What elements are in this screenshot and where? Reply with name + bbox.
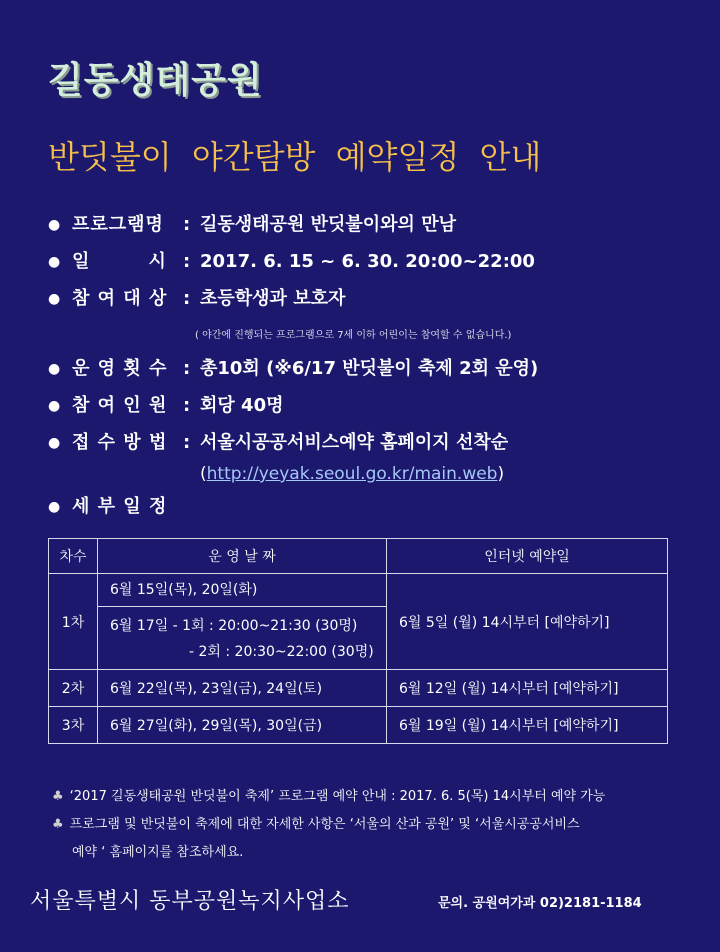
footnote-details (52, 812, 580, 838)
table-header-row (49, 539, 668, 574)
session-dates: 6월 27일(화), 29일(목), 30일(금) (98, 707, 387, 744)
info-separator: : (183, 358, 191, 379)
session-number: 1차 (49, 574, 98, 670)
bullet-icon: ● (48, 361, 61, 377)
info-separator: : (183, 432, 191, 453)
info-label: 참 여 인 원 (72, 395, 168, 416)
info-label: 세 부 일 정 (72, 496, 168, 517)
footnote-festival (52, 784, 605, 810)
info-label: 접 수 방 법 (72, 432, 168, 453)
reservation-link-line (200, 464, 504, 484)
info-row-registration (48, 428, 688, 458)
booking-date: 6월 12일 (월) 14시부터 [예약하기] (387, 670, 668, 707)
session-number: 2차 (49, 670, 98, 707)
info-label: 참 여 대 상 (72, 288, 168, 309)
age-restriction-note: ( 야간에 진행되는 프로그램으로 7세 이하 어린이는 참여할 수 없습니다.) (195, 330, 512, 341)
bullet-icon: ● (48, 254, 61, 270)
session-number: 3차 (49, 707, 98, 744)
link-close-paren: ) (497, 464, 505, 484)
info-value: 초등학생과 보호자 (200, 288, 346, 309)
booking-date: 6월 19일 (월) 14시부터 [예약하기] (387, 707, 668, 744)
info-value: 2017. 6. 15 ~ 6. 30. 20:00~22:00 (200, 251, 535, 272)
bullet-icon: ● (48, 291, 61, 307)
booking-date: 6월 5일 (월) 14시부터 [예약하기] (387, 574, 668, 670)
info-label: 일 시 (72, 251, 167, 272)
club-icon: ♣ (52, 789, 64, 804)
info-value: 회당 40명 (200, 395, 284, 416)
session-date-group (98, 606, 386, 669)
footnote-text: 프로그램 및 반딧불이 축제에 대한 자세한 사항은 ‘서울의 산과 공원’ 및 ‘서울시공공서비스 (69, 817, 580, 832)
footnote-text: ‘2017 길동생태공원 반딧불이 축제’ 프로그램 예약 안내 : 2017. 6. 5(목) 14시부터 예약 가능 (69, 789, 606, 804)
page-title: 길동생태공원 (48, 60, 263, 101)
organization-name: 서울특별시 동부공원녹지사업소 (30, 889, 350, 914)
info-row-participants (48, 284, 688, 314)
info-row-sessions (48, 354, 688, 384)
info-row-capacity (48, 391, 688, 421)
bullet-icon: ● (48, 398, 61, 414)
session-date-line: - 2회 : 20:30~22:00 (30명) (189, 644, 374, 660)
info-separator: : (183, 395, 191, 416)
session-dates (98, 574, 387, 670)
page-subtitle: 반딧불이 야간탐방 예약일정 안내 (48, 138, 542, 176)
table-row (49, 707, 668, 744)
info-value: 서울시공공서비스예약 홈페이지 선착순 (200, 432, 509, 453)
session-dates: 6월 22일(목), 23일(금), 24일(토) (98, 670, 387, 707)
info-separator: : (183, 251, 191, 272)
info-row-datetime (48, 247, 688, 277)
info-value: 길동생태공원 반딧불이와의 만남 (200, 214, 456, 235)
header-dates: 운 영 날 짜 (98, 539, 387, 574)
header-session: 차수 (49, 539, 98, 574)
bullet-icon: ● (48, 217, 61, 233)
session-date-line: 6월 17일 - 1회 : 20:00~21:30 (30명) (110, 618, 358, 634)
link-open-paren: ( (200, 464, 207, 484)
info-row-program-name (48, 210, 688, 240)
info-separator: : (183, 288, 191, 309)
header-booking-date: 인터넷 예약일 (387, 539, 668, 574)
schedule-table (48, 538, 668, 744)
info-label: 프로그램명 (72, 214, 164, 235)
footnote-details-cont: 예약 ‘ 홈페이지를 참조하세요. (72, 845, 244, 860)
contact-info: 문의. 공원여가과 02)2181-1184 (438, 896, 642, 911)
club-icon: ♣ (52, 817, 64, 832)
table-row (49, 670, 668, 707)
info-value: 총10회 (※6/17 반딧불이 축제 2회 운영) (200, 358, 539, 379)
info-row-schedule (48, 492, 688, 522)
table-row (49, 574, 668, 670)
reservation-link[interactable]: http://yeyak.seoul.go.kr/main.web (206, 464, 498, 484)
bullet-icon: ● (48, 435, 61, 451)
info-separator: : (183, 214, 191, 235)
info-label: 운 영 횟 수 (72, 358, 168, 379)
bullet-icon: ● (48, 499, 61, 515)
session-date-line: 6월 15일(목), 20일(화) (110, 582, 258, 598)
